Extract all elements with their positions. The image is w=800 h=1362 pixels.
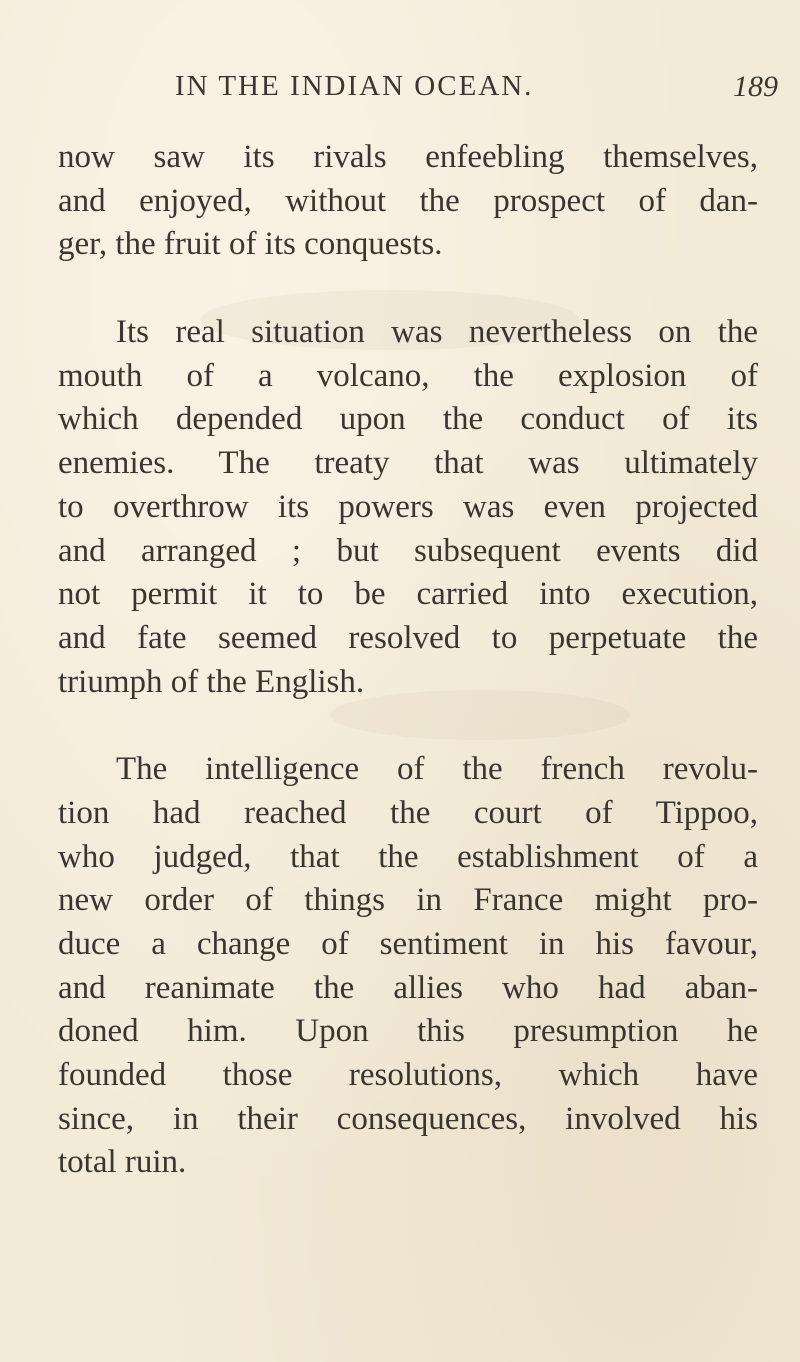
text-line: total ruin. (58, 1144, 187, 1181)
text-line: new order of things in France might pro- (58, 882, 758, 919)
text-line: who judged, that the establishment of a (58, 838, 758, 875)
text-line: enemies. The treaty that was ultimately (58, 445, 758, 482)
text-line: to overthrow its powers was even projected (58, 488, 758, 525)
text-line: and enjoyed, without the prospect of dan- (58, 182, 758, 219)
text-line: which depended upon the conduct of its (58, 401, 758, 438)
text-line: mouth of a volcano, the explosion of (58, 357, 758, 394)
text-line: doned him. Upon this presumption he (58, 1013, 758, 1050)
text-line: founded those resolutions, which have (58, 1057, 758, 1094)
text-line: tion had reached the court of Tippoo, (58, 794, 758, 831)
paragraph-gap (58, 267, 758, 311)
paragraph-1 (58, 136, 758, 267)
paragraph-3 (58, 748, 758, 1185)
text-line: and reanimate the allies who had aban- (58, 969, 758, 1006)
text-line: triumph of the English. (58, 663, 365, 700)
page-number: 189 (733, 70, 778, 103)
text-line: duce a change of sentiment in his favour, (58, 926, 758, 962)
text-line: The intelligence of the french revolu- (116, 751, 758, 788)
text-line: and arranged ; but subsequent events did (58, 532, 758, 569)
text-line: ger, the fruit of its conquests. (58, 226, 443, 263)
text-line: not permit it to be carried into execution, (58, 576, 758, 613)
text-line: since, in their consequences, involved his (58, 1100, 758, 1137)
text-line: Its real situation was nevertheless on the (116, 314, 758, 351)
running-title: IN THE INDIAN OCEAN. (175, 70, 534, 102)
text-line: and fate seemed resolved to perpetuate the (58, 619, 758, 656)
running-head (0, 70, 800, 110)
body-text (58, 136, 758, 1185)
text-line: now saw its rivals enfeebling themselves, (58, 139, 758, 175)
paragraph-gap (58, 704, 758, 748)
paragraph-2 (58, 311, 758, 704)
